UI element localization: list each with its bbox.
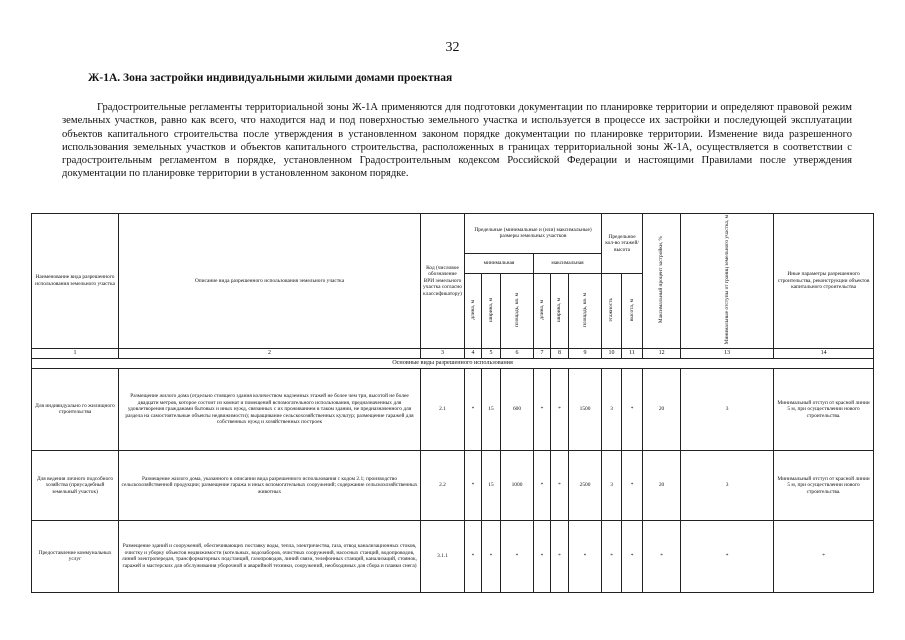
header-max-length: длина, м xyxy=(534,273,551,348)
section-title: Ж-1А. Зона застройки индивидуальными жилыми домами проектная xyxy=(88,72,453,84)
row-code: 3.1.1 xyxy=(421,520,465,592)
row-min-area: 600 xyxy=(501,368,534,450)
row-coverage: * xyxy=(643,520,681,592)
row-coverage: 20 xyxy=(643,368,681,450)
row-min-width: 15 xyxy=(482,368,501,450)
column-number: 10 xyxy=(602,348,622,358)
header-minimal: минимальная xyxy=(465,253,534,273)
header-min-width: ширина, м xyxy=(482,273,501,348)
row-name: Для индивидуально го жилищного строительства xyxy=(32,368,119,450)
header-limits: Предельные (минимальные и (или) максимальные) размеры земельных участков xyxy=(465,214,602,254)
row-other: Минимальный отступ от красной линии 5 м, при осуществлении нового строительства. xyxy=(774,368,874,450)
row-max-length: * xyxy=(534,368,551,450)
row-height: * xyxy=(622,450,643,520)
row-min-length: * xyxy=(465,368,482,450)
page-number: 32 xyxy=(445,40,460,55)
column-number: 3 xyxy=(421,348,465,358)
column-numbers-row xyxy=(32,348,874,358)
row-floors: 3 xyxy=(602,450,622,520)
row-max-length: * xyxy=(534,520,551,592)
column-number: 7 xyxy=(534,348,551,358)
row-max-width: * xyxy=(551,520,569,592)
column-number: 8 xyxy=(551,348,569,358)
header-height: высота, м xyxy=(622,273,643,348)
row-floors: * xyxy=(602,520,622,592)
row-description: Размещение жилого дома (отдельно стоящего здания количеством надземных этажей не более чем три, высотой не более двадцати метров, которое состоит из комнат и помещений вспомогательного использования, предназначенных для удовлетворения гражданами бытовых и иных нужд, связанных с их проживанием в таком здании, не предназначенного для раздела на самостоятельные объекты недвижимости); выращивание сельскохозяйственных культур; размещение гаражей для собственных нужд и хозяйственных построек xyxy=(119,368,421,450)
row-min-width: * xyxy=(482,520,501,592)
row-max-length: * xyxy=(534,450,551,520)
row-setback: 3 xyxy=(681,450,774,520)
column-number: 13 xyxy=(681,348,774,358)
header-max-width: ширина, м xyxy=(551,273,569,348)
row-height: * xyxy=(622,520,643,592)
column-number: 1 xyxy=(32,348,119,358)
table-row xyxy=(32,520,874,592)
header-other: Иные параметры разрешенного строительства, реконструкции объектов капитального строительства xyxy=(774,214,874,349)
column-number: 12 xyxy=(643,348,681,358)
row-name: Для ведения личного подсобного хозяйства (приусадебный земельный участок) xyxy=(32,450,119,520)
column-number: 4 xyxy=(465,348,482,358)
header-description: Описание вида разрешенного использования земельного участка xyxy=(119,214,421,349)
row-name: Предоставление коммунальных услуг xyxy=(32,520,119,592)
row-description: Размещение жилого дома, указанного в описании вида разрешенного использования с кодом 2.1; производство сельскохозяйственной продукции; размещение гаража и иных вспомогательных сооружений; содержание сельскохозяйственных животных xyxy=(119,450,421,520)
row-coverage: 20 xyxy=(643,450,681,520)
header-max-area: площадь, кв. м xyxy=(569,273,602,348)
header-min-area: площадь, кв. м xyxy=(501,273,534,348)
row-max-area: * xyxy=(569,520,602,592)
column-number: 11 xyxy=(622,348,643,358)
row-code: 2.1 xyxy=(421,368,465,450)
row-other: Минимальный отступ от красной линии 5 м, при осуществлении нового строительства. xyxy=(774,450,874,520)
row-floors: 3 xyxy=(602,368,622,450)
header-setbacks: Минимальные отступы от границ земельного участка, м xyxy=(681,214,774,349)
section-heading: Основные виды разрешенного использования xyxy=(32,358,874,368)
intro-paragraph: Градостроительные регламенты территориальной зоны Ж-1А применяются для подготовки документации по планировке территории и определяют правовой режим земельных участков, равно как всего, что находится над и под поверхностью земельного участка и используется в процессе их застройки и последующей эксплуатации объектов капитального строительства после утверждения в установленном законом порядке документации по планировке территории. Изменение вида разрешенного использования земельных участков и объектов капитального строительства, расположенных в границах территориальной зоны Ж-1А, осуществляется в соответствии с градостроительным регламентом в порядке, установленном Градостроительным кодексом Российской Федерации и настоящими Правилами после утверждения документации по планировке территории в установленном законом порядке. xyxy=(62,102,852,180)
row-min-area: 1000 xyxy=(501,450,534,520)
column-number: 14 xyxy=(774,348,874,358)
header-min-length: длина, м xyxy=(465,273,482,348)
column-number: 9 xyxy=(569,348,602,358)
row-max-width: * xyxy=(551,368,569,450)
row-min-area: * xyxy=(501,520,534,592)
header-floors-group: Предельное кол-во этажей/высота xyxy=(602,214,643,274)
header-name: Наименование вида разрешенного использования земельного участка xyxy=(32,214,119,349)
header-maximal: максимальная xyxy=(534,253,602,273)
column-number: 5 xyxy=(482,348,501,358)
row-setback: 3 xyxy=(681,368,774,450)
row-code: 2.2 xyxy=(421,450,465,520)
column-number: 6 xyxy=(501,348,534,358)
table-row xyxy=(32,450,874,520)
row-min-length: * xyxy=(465,450,482,520)
regulations-table xyxy=(31,213,874,593)
row-other: * xyxy=(774,520,874,592)
row-max-area: 1500 xyxy=(569,368,602,450)
row-height: * xyxy=(622,368,643,450)
row-setback: * xyxy=(681,520,774,592)
row-max-width: * xyxy=(551,450,569,520)
row-min-length: * xyxy=(465,520,482,592)
row-max-area: 2500 xyxy=(569,450,602,520)
header-floors: этажность xyxy=(602,273,622,348)
table-row xyxy=(32,368,874,450)
header-code: Код (числовое обозначение ВРИ земельного участка согласно классификатору) xyxy=(421,214,465,349)
column-number: 2 xyxy=(119,348,421,358)
row-min-width: 15 xyxy=(482,450,501,520)
row-description: Размещение зданий и сооружений, обеспечивающих поставку воды, тепла, электричества, газа, отвод канализационных стоков, очистку и уборку объектов недвижимости (котельных, водозаборов, очистных сооружений, насосных станций, водопроводов, линий электропередач, трансформаторных подстанций, газопроводов, линий связи, телефонных станций, канализаций, стоянок, гаражей и мастерских для обслуживания уборочной и аварийной техники, сооружений, необходимых для сбора и плавки снега) xyxy=(119,520,421,592)
header-coverage: Максимальный процент застройки, % xyxy=(643,214,681,349)
section-row xyxy=(32,358,874,368)
